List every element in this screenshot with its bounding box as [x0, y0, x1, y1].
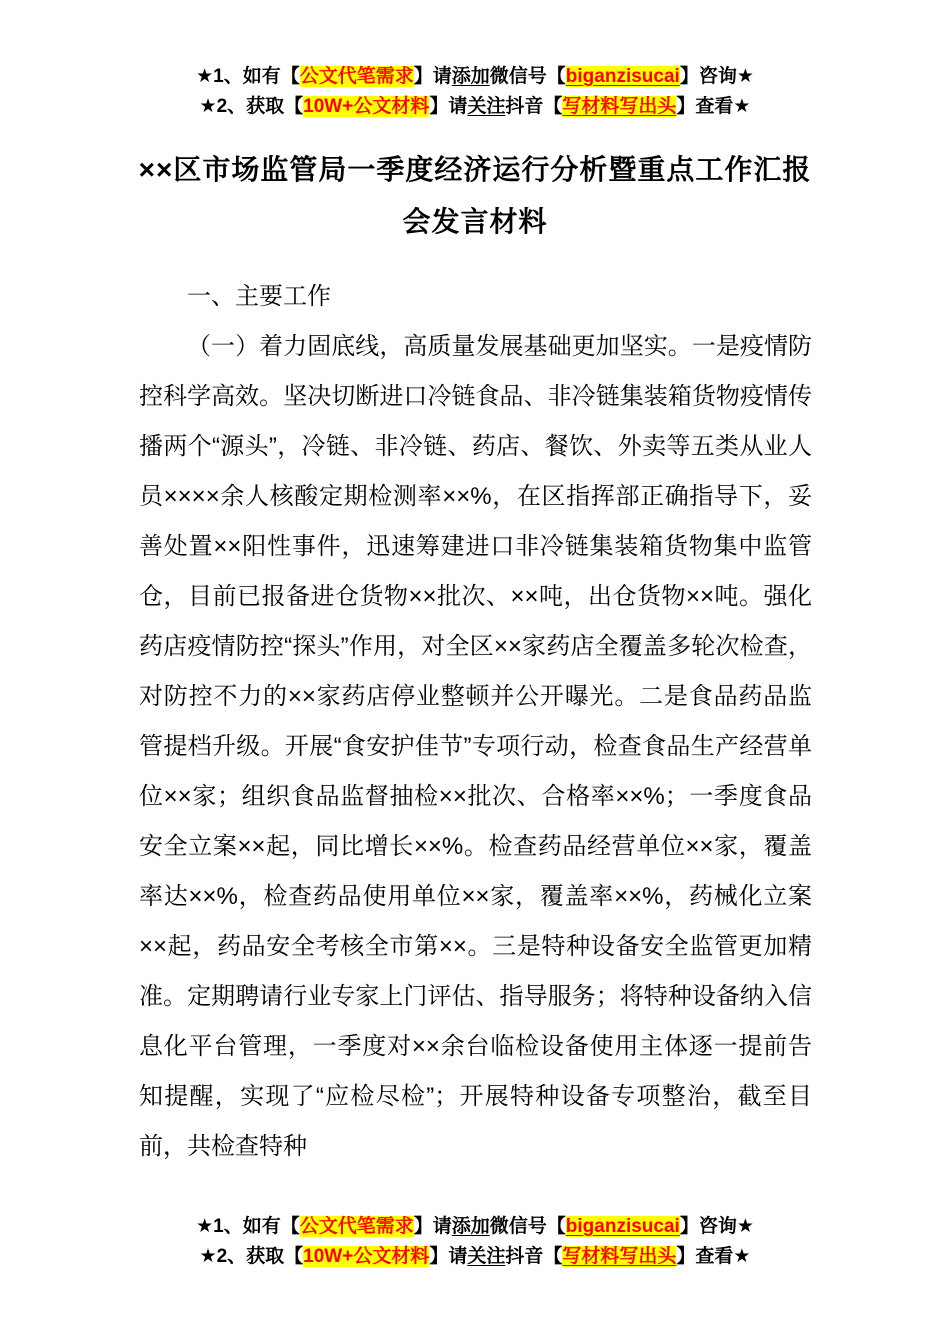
douyin-id: 写材料写出头 [562, 1246, 677, 1267]
promo-banner-line-1 [0, 1212, 950, 1242]
banner-text: 】查看★ [676, 96, 751, 117]
highlighted-material: 10W+公文材料 [303, 96, 430, 117]
underlined-add-word: 添加 [451, 1216, 490, 1237]
banner-text: ★2、获取【 [199, 96, 304, 117]
underlined-add-word: 添加 [451, 66, 490, 87]
banner-text: 抖音【 [505, 96, 563, 117]
promo-banner-top [0, 62, 950, 122]
promo-banner-line-2 [0, 92, 950, 122]
promo-banner-bottom [0, 1212, 950, 1272]
wechat-id: biganzisucai [565, 1216, 680, 1237]
body-paragraph: （一）着力固底线，高质量发展基础更加坚实。一是疫情防控科学高效。坚决切断进口冷链食品、非冷链集装箱货物疫情传播两个“源头”，冷链、非冷链、药店、餐饮、外卖等五类从业人员××××余人核酸定期检测率××%，在区指挥部正确指导下，妥善处置××阳性事件，迅速筹建进口非冷链集装箱货物集中监管仓，目前已报备进仓货物××批次、××吨，出仓货物××吨。强化药店疫情防控“探头”作用，对全区××家药店全覆盖多轮次检查，对防控不力的××家药店停业整顿并公开曝光。二是食品药品监管提档升级。开展“食安护佳节”专项行动，检查食品生产经营单位××家；组织食品监督抽检××批次、合格率××%；一季度食品安全立案××起，同比增长××%。检查药品经营单位××家，覆盖率达××%，检查药品使用单位××家，覆盖率××%，药械化立案××起，药品安全考核全市第××。三是特种设备安全监管更加精准。定期聘请行业专家上门评估、指导服务；将特种设备纳入信息化平台管理，一季度对××余台临检设备使用主体逐一提前告知提醒，实现了“应检尽检”；开展特种设备专项整治，截至目前，共检查特种 [139, 333, 812, 1160]
promo-banner-line-1 [0, 62, 950, 92]
underlined-follow-word: 关注 [467, 96, 506, 117]
document-body [139, 272, 812, 1172]
promo-banner-line-2 [0, 1242, 950, 1272]
banner-text: ★1、如有【 [196, 66, 300, 87]
banner-text: 】咨询★ [679, 1216, 754, 1237]
banner-text: ★1、如有【 [196, 1216, 300, 1237]
banner-text: 】请 [429, 1246, 468, 1267]
banner-text: 】请 [413, 1216, 452, 1237]
banner-text: 】咨询★ [679, 66, 754, 87]
banner-text: 微信号【 [489, 66, 566, 87]
wechat-id: biganzisucai [565, 66, 680, 87]
page-title: ××区市场监管局一季度经济运行分析暨重点工作汇报会发言材料 [138, 154, 812, 237]
highlighted-service-need: 公文代笔需求 [299, 66, 414, 87]
banner-text: 】请 [429, 96, 468, 117]
banner-text: 抖音【 [505, 1246, 563, 1267]
banner-text: 】查看★ [676, 1246, 751, 1267]
underlined-follow-word: 关注 [467, 1246, 506, 1267]
banner-text: 】请 [413, 66, 452, 87]
banner-text: 微信号【 [489, 1216, 566, 1237]
banner-text: ★2、获取【 [199, 1246, 304, 1267]
highlighted-service-need: 公文代笔需求 [299, 1216, 414, 1237]
section-heading: 一、主要工作 [187, 283, 331, 310]
douyin-id: 写材料写出头 [562, 96, 677, 117]
highlighted-material: 10W+公文材料 [303, 1246, 430, 1267]
